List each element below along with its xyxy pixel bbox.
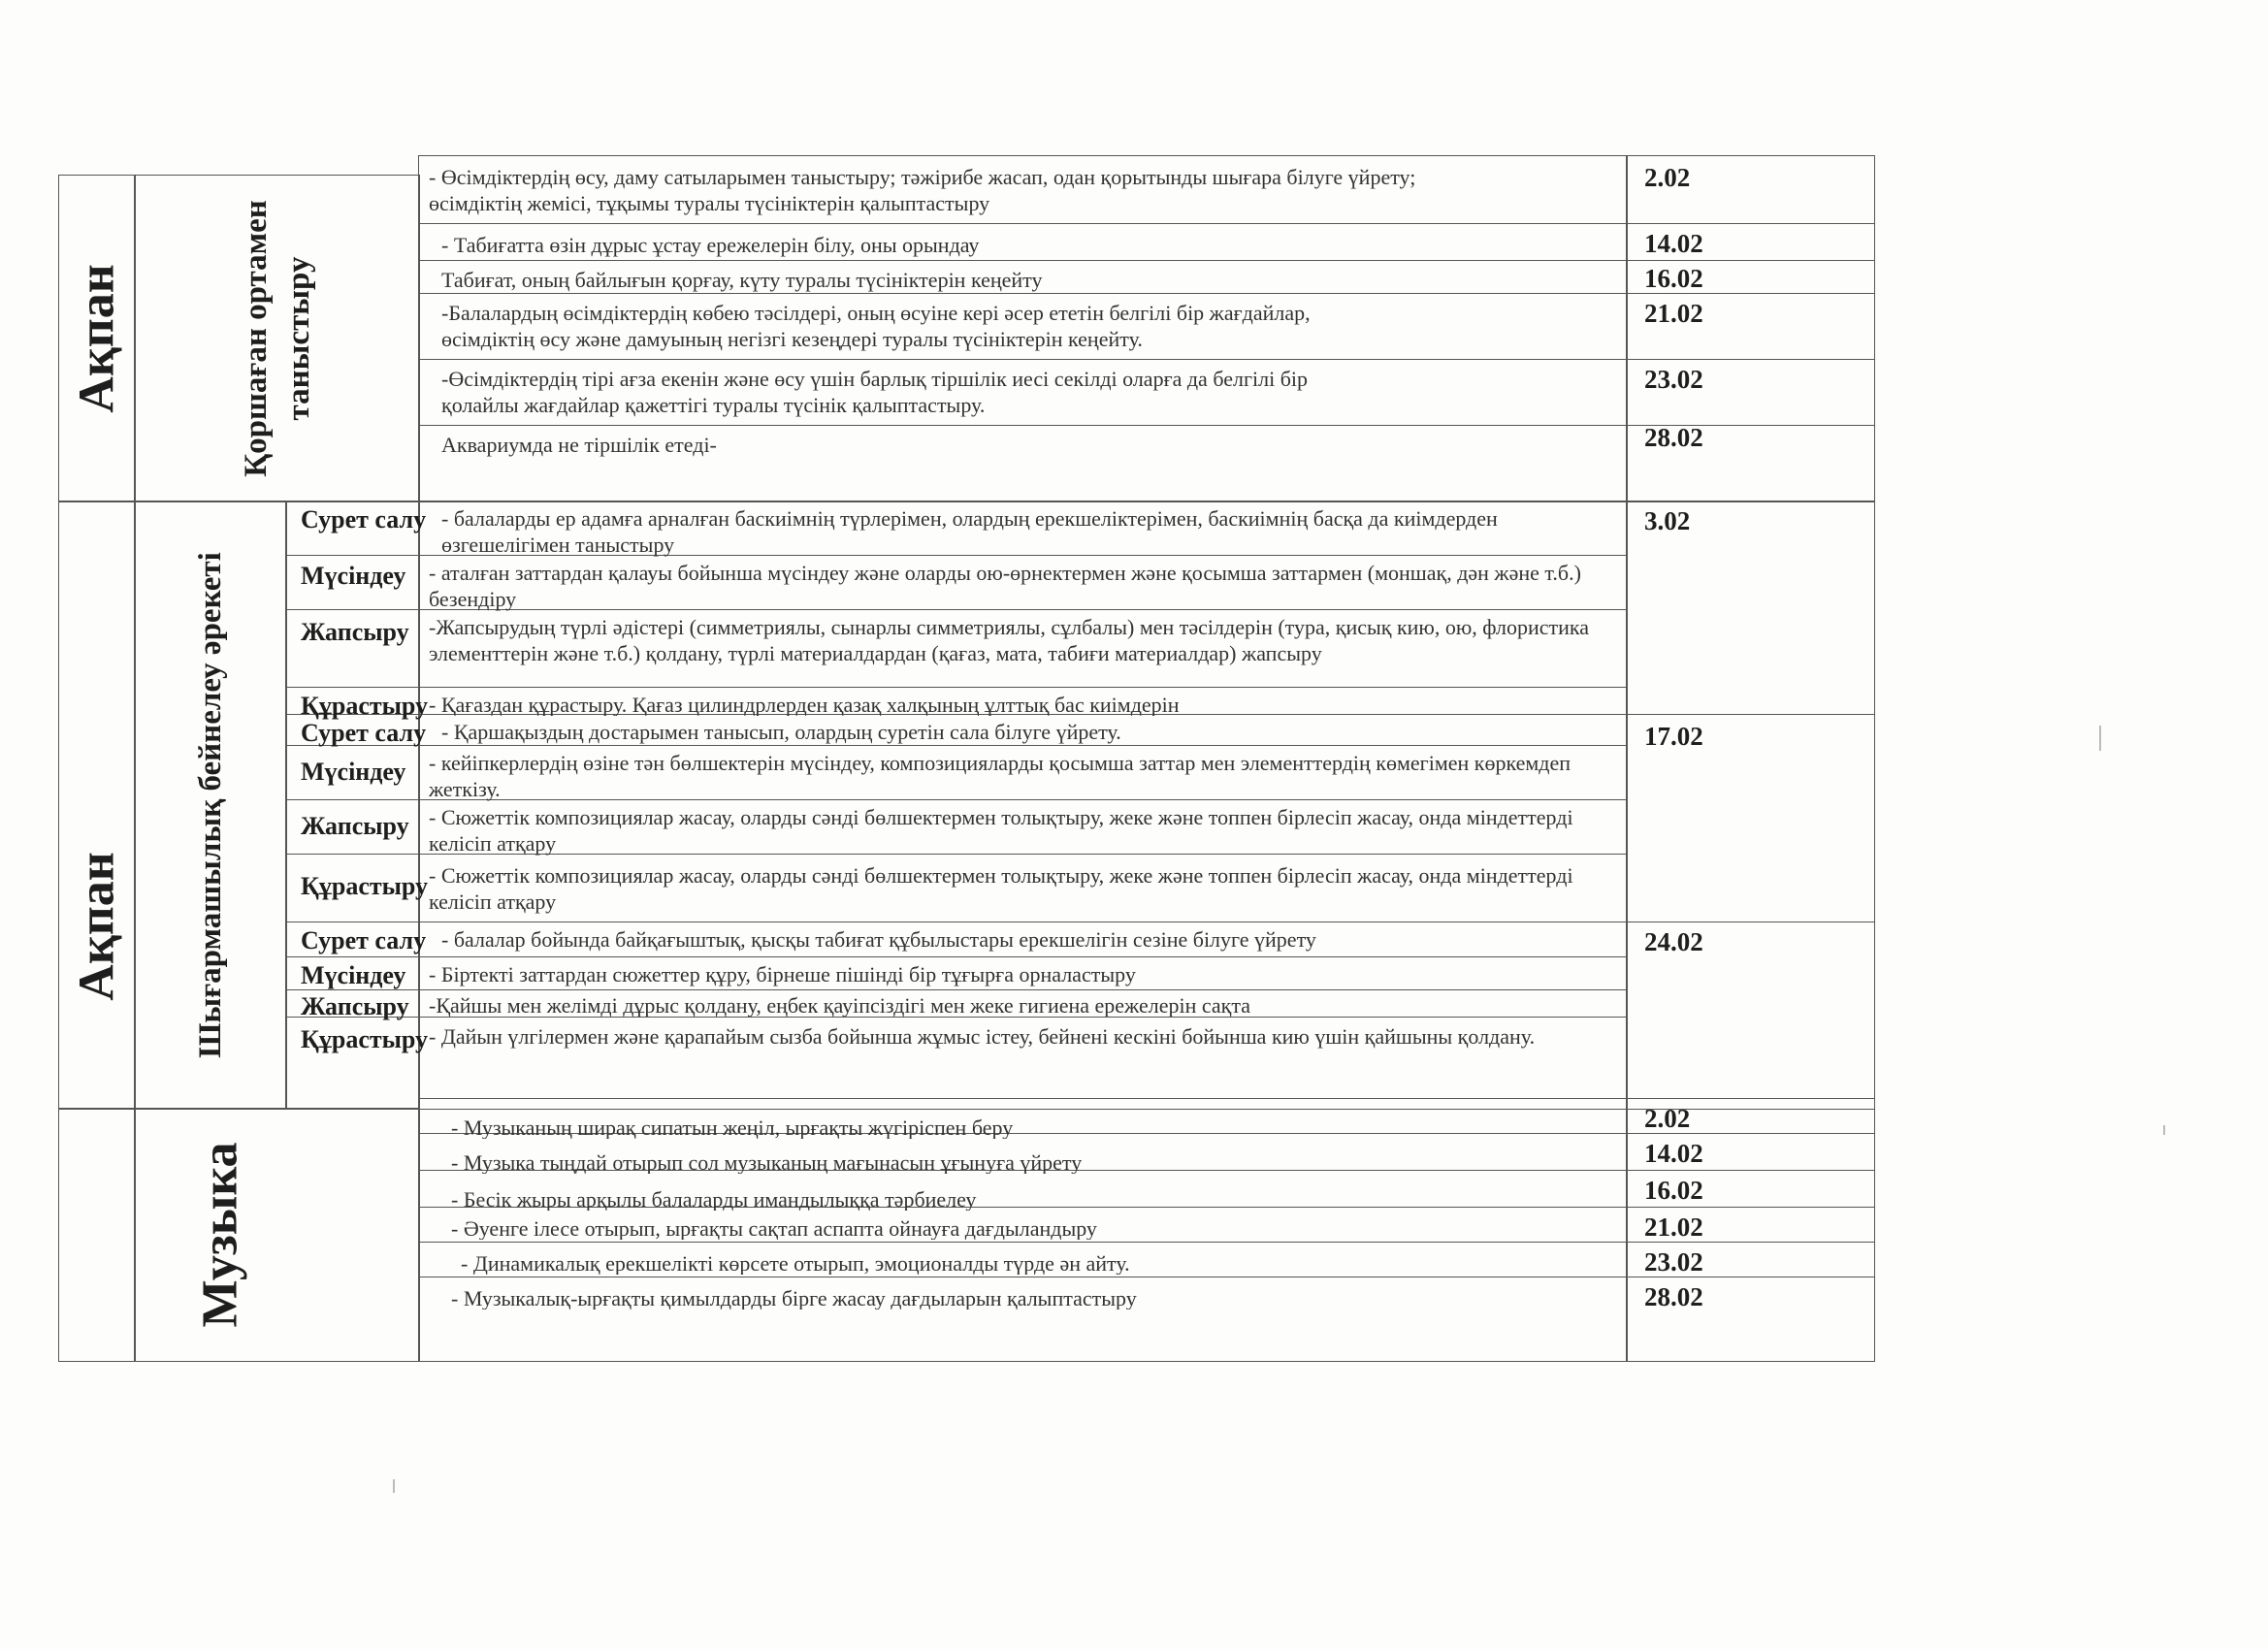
activity-label: Жапсыру [301,812,409,840]
activity-label: Жапсыру [301,992,409,1020]
activity-label: Мүсіндеу [301,758,406,786]
task-row: - кейіпкерлердің өзіне тән бөлшектерін мүсіндеу, композицияларды қосымша заттар мен элементтердің көмегімен көркемдеп жеткізу. [429,751,1571,801]
date-cell: 21.02 [1644,299,1703,328]
task-row: - Қағаздан құрастыру. Қағаз цилиндрлерден қазақ халқының ұлттық бас киімдерін [429,693,1180,716]
activity-label: Құрастыру [301,692,429,720]
subject-line-2: таныстыру [280,256,316,421]
task-row: - Музыканың ширақ сипатын жеңіл, ырғақты жүгіріспен беру [451,1116,1014,1139]
month-label: Ақпан [69,264,125,413]
subject-label: Шығармашылық бейнелеу әрекеті [193,552,228,1058]
date-cell: 14.02 [1644,229,1703,258]
date-cell: 3.02 [1644,506,1691,535]
date-cell: 21.02 [1644,1212,1703,1242]
lesson-plan-table [58,155,1875,1362]
date-cell: 16.02 [1644,264,1703,293]
date-cell: 2.02 [1644,1104,1691,1133]
date-cell: 16.02 [1644,1176,1703,1205]
task-row: - Бесік жыры арқылы балаларды имандылыққа тәрбиелеу [451,1187,977,1211]
task-row: Табиғат, оның байлығын қорғау, күту туралы түсініктерін кеңейту [441,268,1043,292]
subject-label: Музыка [192,1142,248,1328]
task-row: - балалар бойында байқағыштық, қысқы табиғат құбылыстары ерекшелігін сезіне білуге үйрету [441,927,1316,952]
task-row: - Қаршақыздың достарымен танысып, олардың суретін сала білуге үйрету. [441,720,1121,744]
task-row: -Қайшы мен желімді дұрыс қолдану, еңбек қауіпсіздігі мен жеке гигиена ережелерін сақта [429,993,1250,1017]
subject-cell-art [134,501,287,1110]
scan-speck [393,1479,395,1493]
date-cell: 2.02 [1644,163,1691,192]
task-row: - Өсімдіктердің өсу, даму сатыларымен таныстыру; тәжірибе жасап, одан қорытынды шығара білуге үйрету; өсімдіктің жемісі, тұқымы туралы түсініктерін қалыптастыру [429,165,1416,215]
task-row: - Біртекті заттардан сюжеттер құру, бірнеше пішінді бір тұғырға орналастыру [429,962,1136,986]
task-row: - Сюжеттік композициялар жасау, оларды сәнді бөлшектермен толықтыру, жеке және топпен бірлесіп жасау, онда міндеттерді келісіп атқару [429,805,1573,856]
subject-line-1: Қоршаған ортамен [238,200,274,477]
task-row: - Динамикалық ерекшелікті көрсете отырып, эмоционалды түрде ән айту. [461,1251,1130,1275]
date-cell: 17.02 [1644,722,1703,751]
task-row: - Дайын үлгілермен және қарапайым сызба бойынша жұмыс істеу, бейнені кескіні бойынша кию үшін қайшыны қолдану. [429,1024,1536,1049]
activity-label: Жапсыру [301,618,409,646]
task-row: - аталған заттардан қалауы бойынша мүсіндеу және оларды ою-өрнектермен және қосымша заттармен (моншақ, дән және т.б.) безендіру [429,561,1581,611]
activity-label: Сурет салу [301,719,427,747]
date-cell: 23.02 [1644,1247,1703,1277]
task-row: Аквариумда не тіршілік етеді- [441,433,717,457]
task-row: - Музыкалық-ырғақты қимылдарды бірге жасау дағдыларын қалыптастыру [451,1286,1137,1310]
activity-label: Сурет салу [301,505,427,534]
month-label: Ақпан [69,852,125,1001]
task-row: - Табиғатта өзін дұрыс ұстау ережелерін білу, оны орындау [441,233,980,257]
month-cell-3 [58,1108,136,1362]
task-row: - балаларды ер адамға арналған баскиімнің түрлерімен, олардың ерекшеліктерімен, баскиімнің басқа да киімдерден өзгешелігімен таныстыру [441,506,1498,557]
task-row: - Әуенге ілесе отырып, ырғақты сақтап аспапта ойнауға дағдыландыру [451,1216,1097,1240]
activity-label: Мүсіндеу [301,961,406,989]
task-row: -Жапсырудың түрлі әдістері (симметриялы, сынарлы симметриялы, сұлбалы) мен тәсілдерін (тура, қисық кию, ою, флористика элементтерін және т.б.) қолдану, түрлі материалдардан (қағаз, мата, табиғи материалдар) жапсыру [429,615,1590,665]
date-cell: 23.02 [1644,365,1703,394]
task-row: -Балалардың өсімдіктердің көбею тәсілдері, оның өсуіне кері әсер ететін белгілі бір жағдайлар, өсімдіктің өсу және дамуының негізгі кезеңдері туралы түсініктерін кеңейту. [441,301,1311,351]
activity-label: Құрастыру [301,872,429,900]
task-row: - Музыка тыңдай отырып сол музыканың мағынасын ұғынуға үйрету [451,1150,1083,1174]
task-row: - Сюжеттік композициялар жасау, оларды сәнді бөлшектермен толықтыру, жеке және топпен бірлесіп жасау, онда міндеттерді келісіп атқару [429,863,1573,914]
dates-column-2 [1626,501,1875,1110]
scan-speck [2099,726,2101,751]
subject-cell-music [134,1108,420,1362]
subject-cell-environment [134,175,420,502]
date-cell: 28.02 [1644,423,1703,452]
subject-label [235,200,320,477]
date-cell: 28.02 [1644,1282,1703,1311]
date-cell: 14.02 [1644,1139,1703,1168]
activity-label: Мүсіндеу [301,562,406,590]
activity-label: Құрастыру [301,1025,429,1053]
scan-speck [2163,1125,2165,1135]
activity-label: Сурет салу [301,926,427,954]
date-cell: 24.02 [1644,927,1703,956]
month-cell-1 [58,175,136,502]
task-row: -Өсімдіктердің тірі ағза екенін және өсу үшін барлық тіршілік иесі секілді оларға да белгілі бір қолайлы жағдайлар қажеттігі туралы түсінік қалыптастыру. [441,367,1308,417]
month-cell-2 [58,501,136,1110]
